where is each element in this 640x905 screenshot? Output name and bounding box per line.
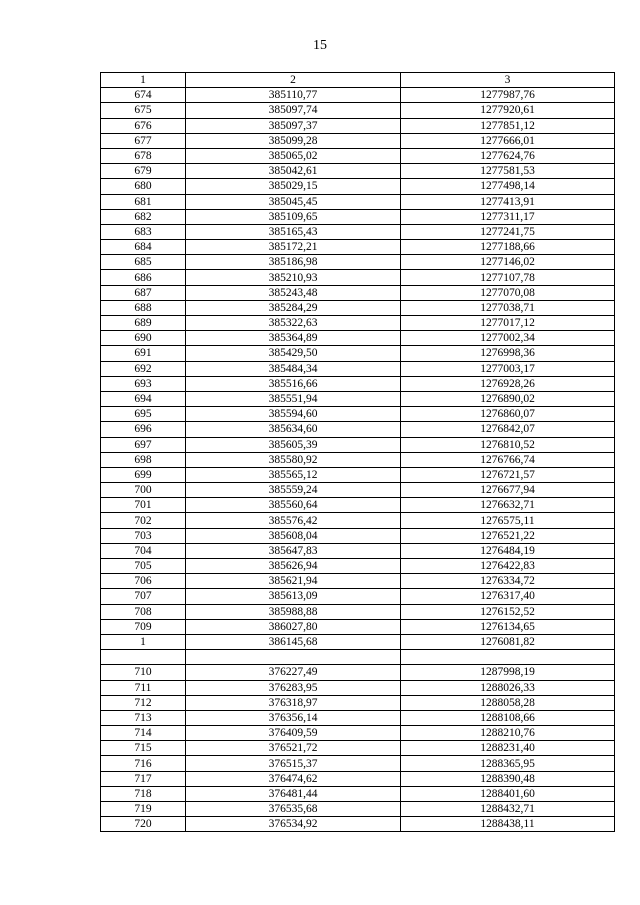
point-number-cell: 688	[101, 300, 186, 315]
y-coordinate-cell: 1276152,52	[401, 604, 615, 619]
y-coordinate-cell: 1276521,22	[401, 528, 615, 543]
y-coordinate-cell: 1277987,76	[401, 88, 615, 103]
point-number-cell: 689	[101, 316, 186, 331]
y-coordinate-cell: 1276810,52	[401, 437, 615, 452]
y-coordinate-cell: 1288438,11	[401, 817, 615, 832]
point-number-cell: 719	[101, 802, 186, 817]
y-coordinate-cell: 1277413,91	[401, 194, 615, 209]
table-row	[101, 619, 615, 634]
table-row	[101, 270, 615, 285]
table-row	[101, 634, 615, 649]
x-coordinate-cell: 385565,12	[186, 467, 401, 482]
x-coordinate-cell: 385099,28	[186, 133, 401, 148]
y-coordinate-cell: 1276632,71	[401, 498, 615, 513]
x-coordinate-cell: 376318,97	[186, 695, 401, 710]
table-row	[101, 543, 615, 558]
y-coordinate-cell: 1276677,94	[401, 483, 615, 498]
table-row	[101, 361, 615, 376]
table-row	[101, 103, 615, 118]
x-coordinate-cell: 385429,50	[186, 346, 401, 361]
table-row	[101, 802, 615, 817]
table-row	[101, 559, 615, 574]
y-coordinate-cell: 1277311,17	[401, 209, 615, 224]
point-number-cell: 712	[101, 695, 186, 710]
y-coordinate-cell: 1276766,74	[401, 452, 615, 467]
header-col-2: 2	[186, 73, 401, 88]
x-coordinate-cell: 376521,72	[186, 741, 401, 756]
point-number-cell: 694	[101, 391, 186, 406]
point-number-cell: 683	[101, 224, 186, 239]
table-row	[101, 771, 615, 786]
point-number-cell: 680	[101, 179, 186, 194]
table-row	[101, 528, 615, 543]
y-coordinate-cell: 1276998,36	[401, 346, 615, 361]
y-coordinate-cell: 1276860,07	[401, 407, 615, 422]
table-row	[101, 741, 615, 756]
y-coordinate-cell: 1276842,07	[401, 422, 615, 437]
x-coordinate-cell: 385284,29	[186, 300, 401, 315]
y-coordinate-cell: 1277624,76	[401, 148, 615, 163]
y-coordinate-cell: 1288210,76	[401, 726, 615, 741]
y-coordinate-cell: 1277498,14	[401, 179, 615, 194]
point-number-cell: 709	[101, 619, 186, 634]
x-coordinate-cell: 385186,98	[186, 255, 401, 270]
x-coordinate-cell: 385243,48	[186, 285, 401, 300]
point-number-cell: 716	[101, 756, 186, 771]
coordinates-table	[100, 72, 615, 832]
x-coordinate-cell: 385364,89	[186, 331, 401, 346]
point-number-cell: 708	[101, 604, 186, 619]
table-row	[101, 407, 615, 422]
x-coordinate-cell: 385576,42	[186, 513, 401, 528]
x-coordinate-cell: 376515,37	[186, 756, 401, 771]
x-coordinate-cell: 385634,60	[186, 422, 401, 437]
point-number-cell: 678	[101, 148, 186, 163]
y-coordinate-cell	[401, 650, 615, 665]
point-number-cell: 677	[101, 133, 186, 148]
point-number-cell: 674	[101, 88, 186, 103]
point-number-cell: 711	[101, 680, 186, 695]
x-coordinate-cell: 385608,04	[186, 528, 401, 543]
y-coordinate-cell: 1288365,95	[401, 756, 615, 771]
point-number-cell: 707	[101, 589, 186, 604]
table-row	[101, 179, 615, 194]
point-number-cell: 693	[101, 376, 186, 391]
x-coordinate-cell: 385594,60	[186, 407, 401, 422]
y-coordinate-cell: 1276928,26	[401, 376, 615, 391]
point-number-cell: 720	[101, 817, 186, 832]
x-coordinate-cell: 385322,63	[186, 316, 401, 331]
x-coordinate-cell: 385551,94	[186, 391, 401, 406]
y-coordinate-cell: 1276575,11	[401, 513, 615, 528]
point-number-cell: 684	[101, 240, 186, 255]
table-row	[101, 483, 615, 498]
y-coordinate-cell: 1287998,19	[401, 665, 615, 680]
table-row	[101, 726, 615, 741]
point-number-cell: 685	[101, 255, 186, 270]
x-coordinate-cell: 385484,34	[186, 361, 401, 376]
x-coordinate-cell: 385172,21	[186, 240, 401, 255]
x-coordinate-cell: 376283,95	[186, 680, 401, 695]
point-number-cell: 691	[101, 346, 186, 361]
table-row	[101, 331, 615, 346]
point-number-cell: 682	[101, 209, 186, 224]
y-coordinate-cell: 1277241,75	[401, 224, 615, 239]
x-coordinate-cell: 376534,92	[186, 817, 401, 832]
point-number-cell: 699	[101, 467, 186, 482]
table-row	[101, 498, 615, 513]
y-coordinate-cell: 1276422,83	[401, 559, 615, 574]
x-coordinate-cell: 385580,92	[186, 452, 401, 467]
table-row	[101, 88, 615, 103]
y-coordinate-cell: 1276081,82	[401, 634, 615, 649]
point-number-cell: 697	[101, 437, 186, 452]
x-coordinate-cell: 386027,80	[186, 619, 401, 634]
point-number-cell: 686	[101, 270, 186, 285]
header-col-1: 1	[101, 73, 186, 88]
x-coordinate-cell: 376356,14	[186, 710, 401, 725]
y-coordinate-cell: 1276334,72	[401, 574, 615, 589]
table-row	[101, 467, 615, 482]
table-row	[101, 680, 615, 695]
point-number-cell: 701	[101, 498, 186, 513]
x-coordinate-cell: 385097,74	[186, 103, 401, 118]
y-coordinate-cell: 1288432,71	[401, 802, 615, 817]
y-coordinate-cell: 1288390,48	[401, 771, 615, 786]
point-number-cell: 713	[101, 710, 186, 725]
table-row	[101, 285, 615, 300]
point-number-cell: 718	[101, 786, 186, 801]
y-coordinate-cell: 1277002,34	[401, 331, 615, 346]
point-number-cell: 698	[101, 452, 186, 467]
table-row	[101, 240, 615, 255]
table-row	[101, 148, 615, 163]
table-row	[101, 422, 615, 437]
point-number-cell	[101, 650, 186, 665]
point-number-cell: 704	[101, 543, 186, 558]
y-coordinate-cell: 1276721,57	[401, 467, 615, 482]
table-row	[101, 604, 615, 619]
y-coordinate-cell: 1276134,65	[401, 619, 615, 634]
table-row	[101, 589, 615, 604]
point-number-cell: 700	[101, 483, 186, 498]
point-number-cell: 681	[101, 194, 186, 209]
x-coordinate-cell: 376481,44	[186, 786, 401, 801]
point-number-cell: 702	[101, 513, 186, 528]
table-row	[101, 209, 615, 224]
table-row	[101, 786, 615, 801]
x-coordinate-cell: 385045,45	[186, 194, 401, 209]
x-coordinate-cell: 385516,66	[186, 376, 401, 391]
point-number-cell: 696	[101, 422, 186, 437]
x-coordinate-cell: 385988,88	[186, 604, 401, 619]
point-number-cell: 679	[101, 164, 186, 179]
point-number-cell: 1	[101, 634, 186, 649]
x-coordinate-cell: 385065,02	[186, 148, 401, 163]
x-coordinate-cell: 385097,37	[186, 118, 401, 133]
table-row	[101, 665, 615, 680]
y-coordinate-cell: 1277581,53	[401, 164, 615, 179]
point-number-cell: 703	[101, 528, 186, 543]
table-row	[101, 695, 615, 710]
point-number-cell: 715	[101, 741, 186, 756]
x-coordinate-cell: 385042,61	[186, 164, 401, 179]
point-number-cell: 695	[101, 407, 186, 422]
y-coordinate-cell: 1277920,61	[401, 103, 615, 118]
table-row	[101, 756, 615, 771]
y-coordinate-cell: 1277146,02	[401, 255, 615, 270]
point-number-cell: 714	[101, 726, 186, 741]
table-body	[101, 88, 615, 832]
x-coordinate-cell: 376227,49	[186, 665, 401, 680]
point-number-cell: 706	[101, 574, 186, 589]
x-coordinate-cell: 385560,64	[186, 498, 401, 513]
y-coordinate-cell: 1288401,60	[401, 786, 615, 801]
table-row	[101, 133, 615, 148]
table-row	[101, 391, 615, 406]
y-coordinate-cell: 1276890,02	[401, 391, 615, 406]
page-number: 15	[313, 38, 327, 53]
y-coordinate-cell: 1288108,66	[401, 710, 615, 725]
y-coordinate-cell: 1277851,12	[401, 118, 615, 133]
y-coordinate-cell: 1277188,66	[401, 240, 615, 255]
table-row	[101, 650, 615, 665]
y-coordinate-cell: 1277666,01	[401, 133, 615, 148]
header-col-3: 3	[401, 73, 615, 88]
table-row	[101, 710, 615, 725]
x-coordinate-cell: 376535,68	[186, 802, 401, 817]
point-number-cell: 692	[101, 361, 186, 376]
table-row	[101, 513, 615, 528]
x-coordinate-cell: 376409,59	[186, 726, 401, 741]
x-coordinate-cell: 385621,94	[186, 574, 401, 589]
y-coordinate-cell: 1288231,40	[401, 741, 615, 756]
table-row	[101, 164, 615, 179]
table-row	[101, 376, 615, 391]
table-row	[101, 194, 615, 209]
y-coordinate-cell: 1288058,28	[401, 695, 615, 710]
point-number-cell: 717	[101, 771, 186, 786]
x-coordinate-cell: 386145,68	[186, 634, 401, 649]
x-coordinate-cell: 385613,09	[186, 589, 401, 604]
table-row	[101, 346, 615, 361]
table-row	[101, 300, 615, 315]
x-coordinate-cell: 385110,77	[186, 88, 401, 103]
table-header-row	[101, 73, 615, 88]
x-coordinate-cell: 385559,24	[186, 483, 401, 498]
y-coordinate-cell: 1277003,17	[401, 361, 615, 376]
point-number-cell: 690	[101, 331, 186, 346]
y-coordinate-cell: 1276317,40	[401, 589, 615, 604]
x-coordinate-cell: 385210,93	[186, 270, 401, 285]
table-row	[101, 118, 615, 133]
table-row	[101, 255, 615, 270]
table-row	[101, 817, 615, 832]
table-row	[101, 316, 615, 331]
y-coordinate-cell: 1277038,71	[401, 300, 615, 315]
x-coordinate-cell: 376474,62	[186, 771, 401, 786]
point-number-cell: 675	[101, 103, 186, 118]
x-coordinate-cell: 385626,94	[186, 559, 401, 574]
x-coordinate-cell: 385165,43	[186, 224, 401, 239]
y-coordinate-cell: 1277070,08	[401, 285, 615, 300]
table-row	[101, 437, 615, 452]
y-coordinate-cell: 1276484,19	[401, 543, 615, 558]
y-coordinate-cell: 1288026,33	[401, 680, 615, 695]
point-number-cell: 676	[101, 118, 186, 133]
table-row	[101, 452, 615, 467]
point-number-cell: 687	[101, 285, 186, 300]
y-coordinate-cell: 1277017,12	[401, 316, 615, 331]
table-row	[101, 224, 615, 239]
x-coordinate-cell: 385029,15	[186, 179, 401, 194]
x-coordinate-cell: 385605,39	[186, 437, 401, 452]
table-row	[101, 574, 615, 589]
x-coordinate-cell: 385647,83	[186, 543, 401, 558]
x-coordinate-cell	[186, 650, 401, 665]
x-coordinate-cell: 385109,65	[186, 209, 401, 224]
point-number-cell: 705	[101, 559, 186, 574]
y-coordinate-cell: 1277107,78	[401, 270, 615, 285]
point-number-cell: 710	[101, 665, 186, 680]
